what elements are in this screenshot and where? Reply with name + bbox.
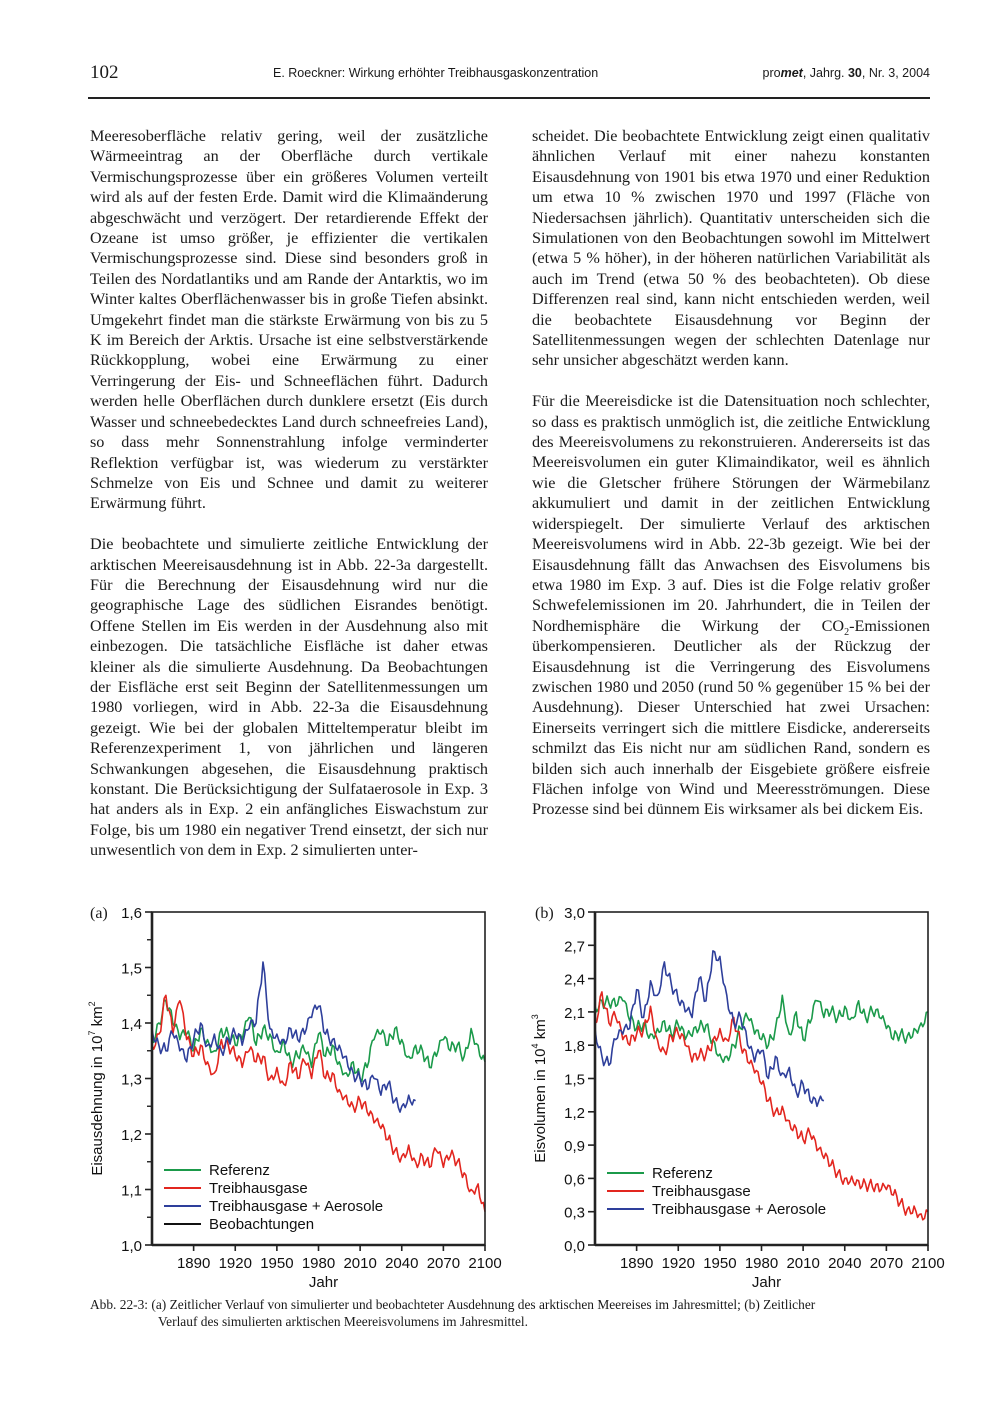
journal-name-italic: met xyxy=(780,66,803,80)
legend-label: Treibhausgase + Aerosole xyxy=(209,1198,384,1215)
caption-line-1: Abb. 22-3: (a) Zeitlicher Verlauf von simulierter und beobachteter Ausdehnung des arktischen Meereises im Jahresmittel; (b) Zeitlicher xyxy=(90,1297,816,1312)
x-tick-label: 2070 xyxy=(426,1255,461,1272)
series-line xyxy=(152,962,416,1112)
chart-ice-volume xyxy=(525,900,955,1295)
left-column xyxy=(90,126,488,881)
page-number: 102 xyxy=(90,62,119,83)
x-tick-label: 1980 xyxy=(301,1255,336,1272)
y-axis-label: Eisvolumen in $10^4$ $km^3$ xyxy=(530,1014,549,1163)
legend-label: Beobachtungen xyxy=(209,1216,315,1233)
right-column xyxy=(532,126,930,840)
figure-panel-a xyxy=(80,900,510,1295)
x-axis-label: Jahr xyxy=(751,1274,782,1291)
y-tick-label: 0,9 xyxy=(564,1138,585,1156)
y-tick-label: 1,6 xyxy=(121,905,142,922)
journal-volume: 30 xyxy=(847,66,862,80)
y-tick-label: 2,7 xyxy=(564,938,585,956)
panel-label-b: (b) xyxy=(535,905,554,922)
panel-label-a: (a) xyxy=(90,905,108,922)
y-tick-label: 0,6 xyxy=(564,1171,585,1189)
figure-panel-b xyxy=(525,900,955,1295)
header-rule xyxy=(88,97,930,99)
series-line xyxy=(152,1000,485,1081)
x-tick-label: 1980 xyxy=(744,1255,779,1272)
legend-label: Treibhausgase + Aerosole xyxy=(652,1201,827,1218)
journal-prefix: pro xyxy=(762,66,781,80)
y-tick-label: 3,0 xyxy=(564,905,585,922)
x-tick-label: 1950 xyxy=(260,1255,294,1272)
running-head xyxy=(88,62,930,86)
y-tick-label: 1,2 xyxy=(564,1104,585,1122)
y-axis-label: Eisausdehnung in $10^7$ $km^2$ xyxy=(87,1001,106,1176)
x-tick-label: 2010 xyxy=(786,1255,820,1272)
y-tick-label: 0,0 xyxy=(564,1238,585,1255)
x-tick-label: 2100 xyxy=(468,1255,502,1272)
paragraph: Die beobachtete und simulierte zeitliche Entwicklung der arktischen Meereisausdehnung ist in Abb. 22-3a dargestellt. Für die Berechnung der Eisausdehnung wird nur die geographische Lage des südlichen Eisrandes benötigt. Offene Stellen im Eis werden in der Ausdehnung also mit einbezogen. Die tatsächliche Eisfläche ist daher etwas kleiner als die simulierte Ausdehnung. Da Beobachtungen der Eisfläche erst seit Beginn der Satellitenmessungen um 1980 vorliegen, wird in Abb. 22-3a die Eisausdehnung gezeigt. Wie bei der globalen Mitteltemperatur bleibt im Referenzexperiment 1, von jährlichen und längeren Schwankungen abgesehen, die Eisausdehnung praktisch konstant. Die Berücksichtigung der Sulfataerosole in Exp. 3 hat anders als in Exp. 2 ein anfängliches Eiswachstum zur Folge, bis um 1980 ein negativer Trend einsetzt, der sich nur unwesentlich von dem in Exp. 2 simulierten unter- xyxy=(90,535,488,860)
legend-label: Referenz xyxy=(652,1165,713,1182)
x-tick-label: 2010 xyxy=(343,1255,377,1272)
x-tick-label: 1920 xyxy=(661,1255,695,1272)
series-line xyxy=(595,951,824,1106)
legend-label: Referenz xyxy=(209,1162,270,1179)
x-tick-label: 1890 xyxy=(619,1255,654,1272)
y-tick-label: 1,1 xyxy=(121,1182,142,1200)
x-tick-label: 1950 xyxy=(703,1255,737,1272)
x-tick-label: 1890 xyxy=(176,1255,211,1272)
paragraph: scheidet. Die beobachtete Entwicklung zeigt einen qualitativ ähnlichen Verlauf mit einer nahezu konstanten Eisausdehnung von 1901 bis etwa 1970 und einer Reduktion um etwa 10 % zwischen 1970 und 1997 (Fläche von Niedersachsen jährlich). Quantitativ unterscheiden sich die Simulationen von den Beobachtungen sowohl im Mittelwert (etwa 5 % höher), in der höheren natürlichen Variabilität als auch im Trend (etwa 50 % des beobachteten). Ob diese Differenzen real sind, kann nicht entschieden werden, weil die beobachtete Eisausdehnung vor Beginn der Satellitenmessungen wegen der schlechten Datenlage nur sehr unsicher abgeschätzt werden kann. xyxy=(532,127,930,370)
y-tick-label: 1,2 xyxy=(121,1127,142,1144)
journal-volume-label: , Jahrg. xyxy=(802,66,848,80)
x-tick-label: 1920 xyxy=(218,1255,252,1272)
legend-label: Treibhausgase xyxy=(652,1183,751,1200)
x-axis-label: Jahr xyxy=(308,1274,339,1291)
y-tick-label: 0,3 xyxy=(564,1204,585,1222)
chart-ice-extent xyxy=(80,900,510,1295)
x-tick-label: 2040 xyxy=(385,1255,419,1272)
paragraph xyxy=(532,391,930,820)
journal-reference xyxy=(763,66,931,80)
x-tick-label: 2100 xyxy=(911,1255,945,1272)
plot-frame xyxy=(595,912,928,1245)
x-tick-label: 2040 xyxy=(828,1255,862,1272)
caption-line-2: Verlauf des simulierten arktischen Meereisvolumens im Jahresmittel. xyxy=(158,1314,529,1329)
y-tick-label: 1,8 xyxy=(564,1038,585,1056)
paragraph-text: Für die Meereisdicke ist die Datensituation noch schlechter, so dass es praktisch unmöglich ist, die zeitliche Entwicklung des Meereisvolumens zu rekonstruieren. Andererseits ist das Meereisvolumen ein guter Klimaindikator, weil es ähnlich wie die Gletscher frühere Störungen der Wärmebilanz akkumuliert und damit in der zeitlichen Entwicklung widerspiegelt. Der simulierte Verlauf des arktischen Meereisvolumens wird in Abb. 22-3b gezeigt. Wie bei der Eisausdehnung fällt das Anwachsen des Eisvolumens bis etwa 1980 im Exp. 3 auf. Dies ist die Folge relativ großer Schwefelemissionen im 20. Jahrhundert, die in Teilen der Nordhemisphäre die Wirkung der CO xyxy=(532,392,930,635)
paragraph: Meeresoberfläche relativ gering, weil der zusätzliche Wärmeeintrag an der Oberfläche durch vertikale Vermischungsprozesse über ein größeres Volumen verteilt wird als auf der festen Erde. Damit wird die Klimaänderung abgeschwächt und verzögert. Der retardierende Effekt der Ozeane ist umso größer, je effizienter die vertikalen Vermischungsprozesse sind. Diese sind besonders groß in Teilen des Nordatlantiks und am Rande der Antarktis, wo im Winter kaltes Oberflächenwasser bis in große Tiefen absinkt. Umgekehrt findet man die stärkste Erwärmung von bis zu 5 K im Bereich der Arktis. Ursache ist eine selbstverstärkende Rückkopplung, wobei eine Erwärmung zu einer Verringerung der Eis- und Schneeflächen führt. Dadurch werden helle Oberflächen durch dunklere ersetzt (Eis durch Wasser und schneebedecktes Land durch schneefreies Land), so dass mehr Sonnenstrahlung infolge verminderter Reflektion verfügbar ist, was wiederum zu verstärkter Schmelze von Eis und Schnee und damit zu weiterer Erwärmung führt. xyxy=(90,127,488,513)
x-tick-label: 2070 xyxy=(869,1255,904,1272)
running-title: E. Roeckner: Wirkung erhöhter Treibhausgaskonzentration xyxy=(273,66,599,80)
figure-caption xyxy=(90,1296,940,1330)
y-tick-label: 2,4 xyxy=(564,971,585,989)
plot-frame xyxy=(152,912,485,1245)
series-line xyxy=(595,992,928,1220)
journal-issue-year: , Nr. 3, 2004 xyxy=(861,66,930,80)
legend-label: Treibhausgase xyxy=(209,1180,308,1197)
y-tick-label: 1,5 xyxy=(564,1071,585,1089)
y-tick-label: 1,4 xyxy=(121,1016,142,1033)
subscript: 2 xyxy=(844,626,850,638)
y-tick-label: 1,0 xyxy=(121,1238,142,1255)
paragraph-text: -Emissionen überkompensieren. Deutlicher als der Rückzug der Eisausdehnung ist die Verringerung des Eisvolumens zwischen 1980 und 2050 (rund 50 % gegenüber 15 % bei der Ausdehnung). Dieser Unterschied hat zwei Ursachen: Einerseits verringert sich die mittlere Eisdicke, andererseits schmilzt das Eis nicht nur am südlichen Rand, sondern es bilden sich auch innerhalb der Eisgebiete größere eisfreie Flächen infolge von Wind und Meeresströmungen. Diese Prozesse sind bei dünnem Eis wirksamer als bei dickem Eis. xyxy=(532,616,930,819)
y-tick-label: 1,5 xyxy=(121,960,142,978)
y-tick-label: 1,3 xyxy=(121,1071,142,1089)
y-tick-label: 2,1 xyxy=(564,1004,585,1022)
